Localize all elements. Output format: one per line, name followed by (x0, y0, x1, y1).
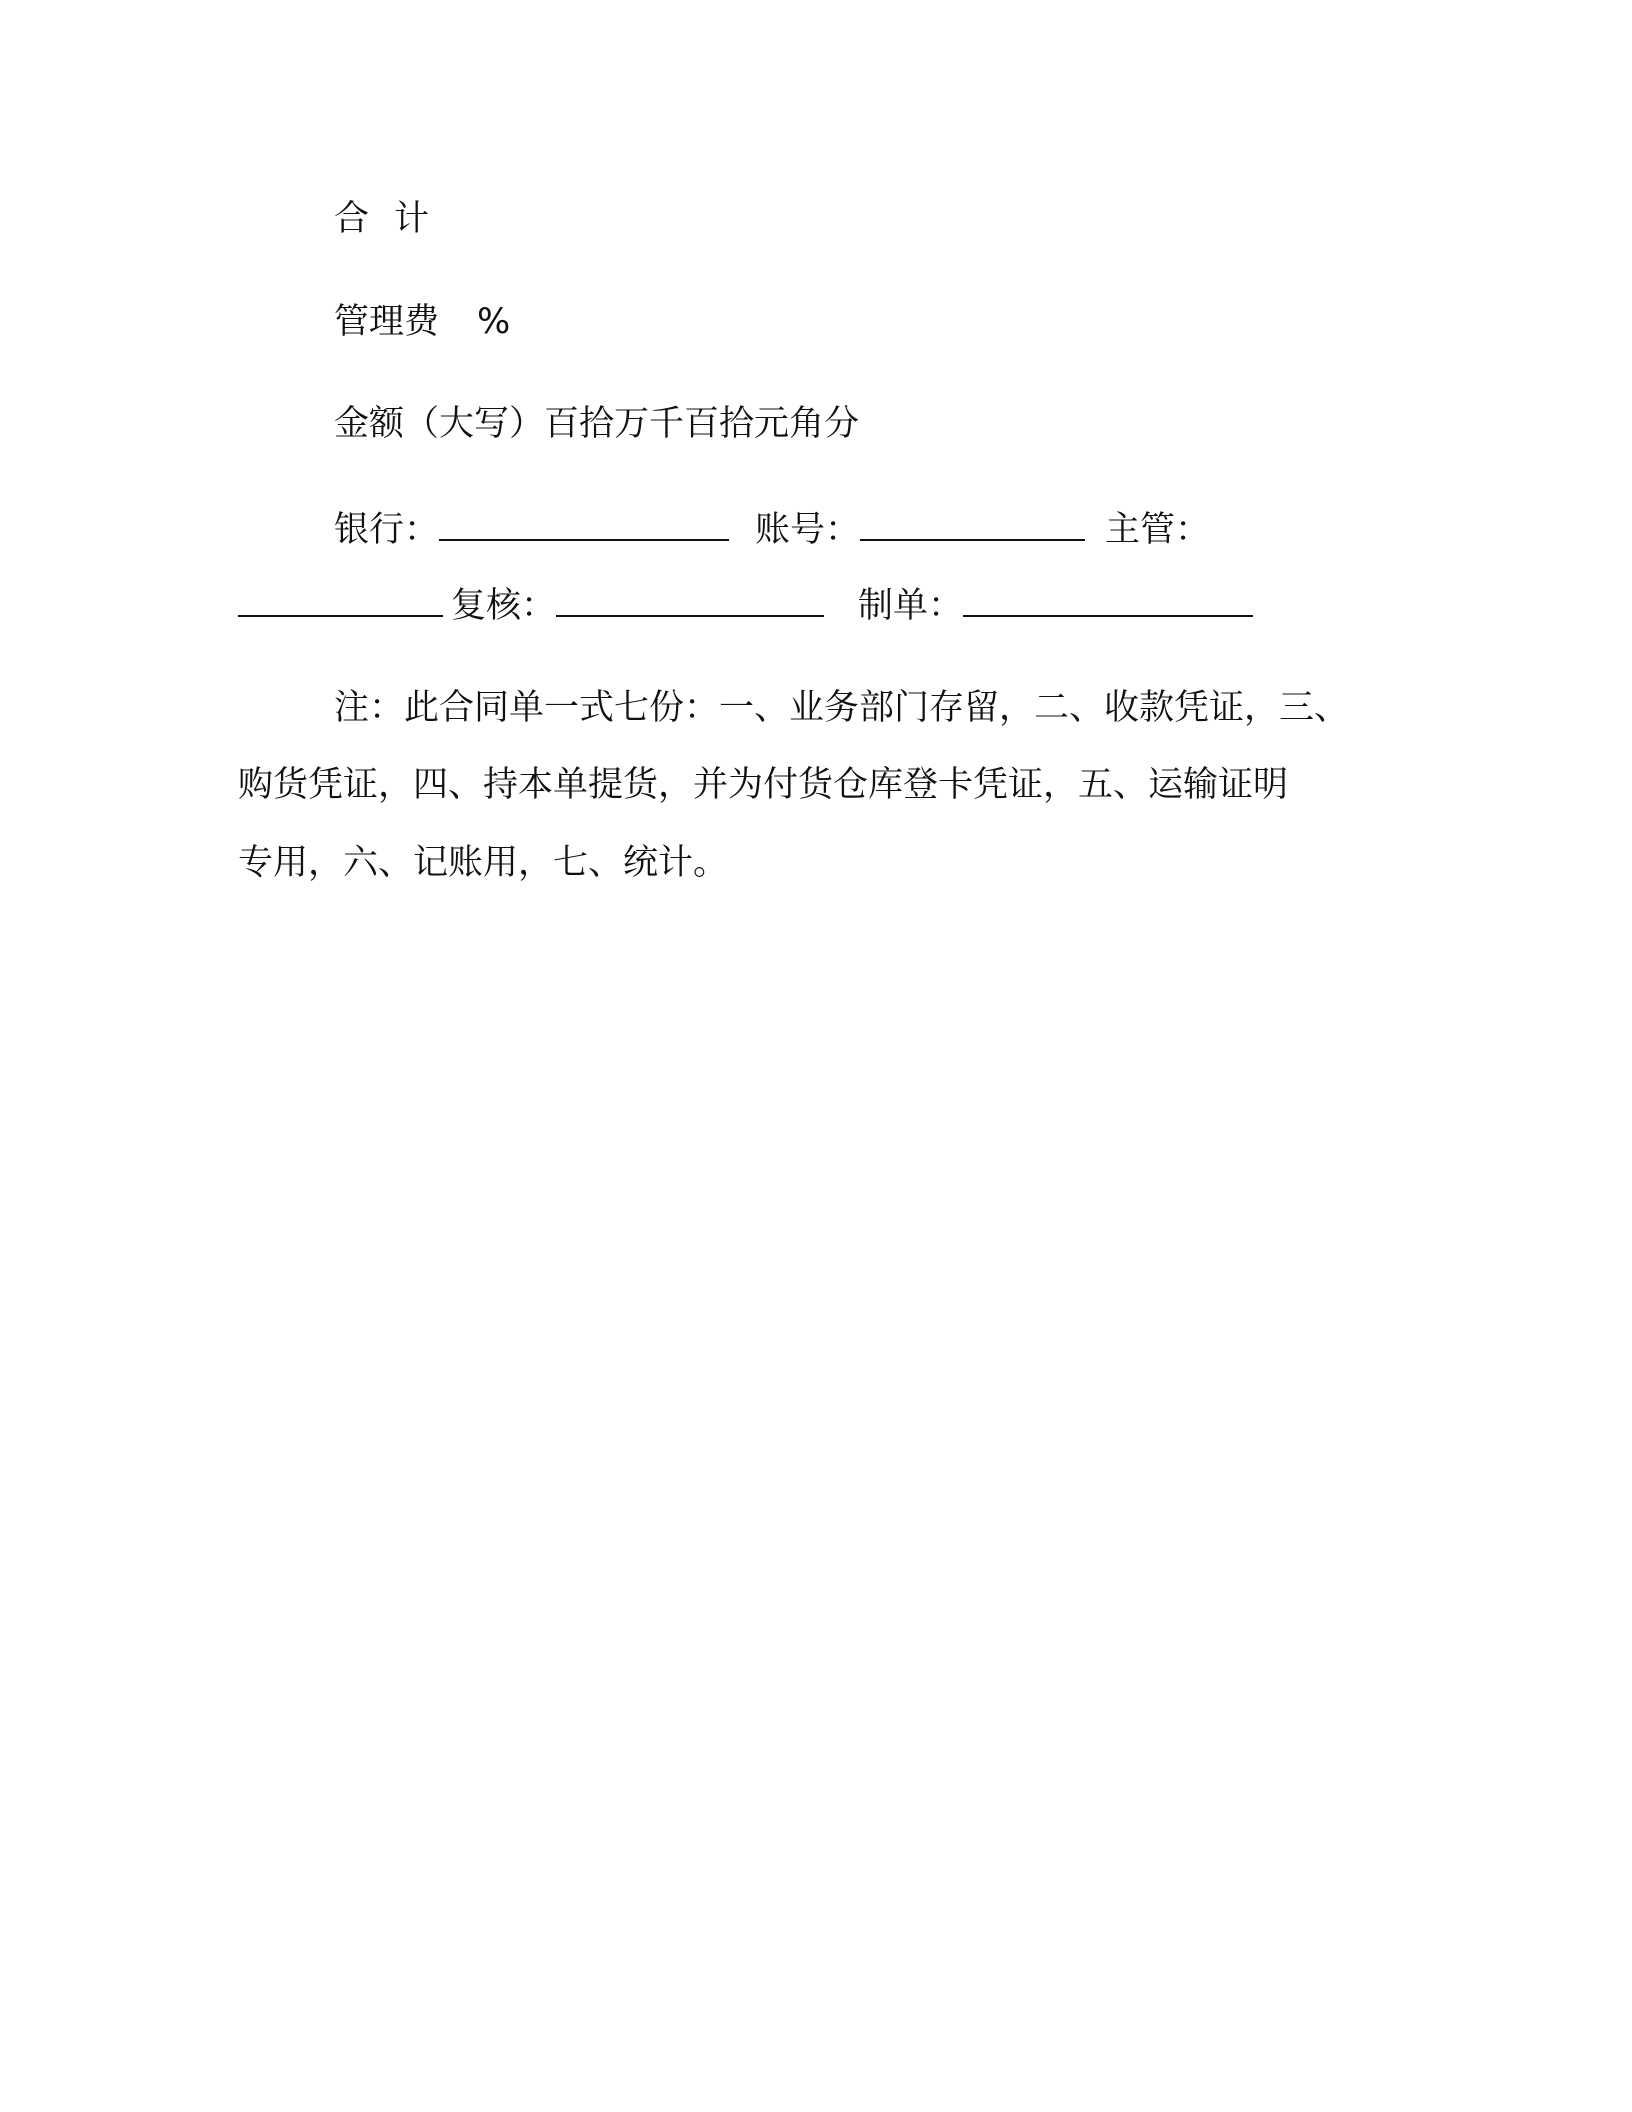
signature-row-2 (238, 584, 1253, 628)
preparer-blank-line[interactable] (963, 585, 1253, 617)
reviewer-label: 复核： (451, 586, 557, 626)
management-fee-label: 管理费 (334, 302, 440, 342)
management-fee-unit: % (477, 302, 511, 342)
bank-blank-line[interactable] (439, 509, 729, 541)
note-line-1: 注：此合同单一式七份：一、业务部门存留，二、收款凭证，三、 (334, 688, 1350, 728)
account-blank-line[interactable] (860, 509, 1085, 541)
signature-row-1 (334, 508, 1210, 552)
supervisor-label: 主管： (1105, 510, 1211, 550)
total-label: 合计 (334, 199, 455, 239)
supervisor-blank-line[interactable] (238, 585, 443, 617)
note-line-3: 专用，六、记账用，七、统计。 (238, 843, 729, 883)
account-label: 账号： (755, 510, 861, 550)
reviewer-blank-line[interactable] (556, 585, 824, 617)
note-line-2: 购货凭证，四、持本单提货，并为付货仓库登卡凭证，五、运输证明 (238, 765, 1289, 805)
management-fee-row (334, 300, 510, 344)
bank-label: 银行： (334, 510, 440, 550)
amount-in-words: 金额（大写）百拾万千百拾元角分 (334, 404, 860, 444)
preparer-label: 制单： (858, 586, 964, 626)
